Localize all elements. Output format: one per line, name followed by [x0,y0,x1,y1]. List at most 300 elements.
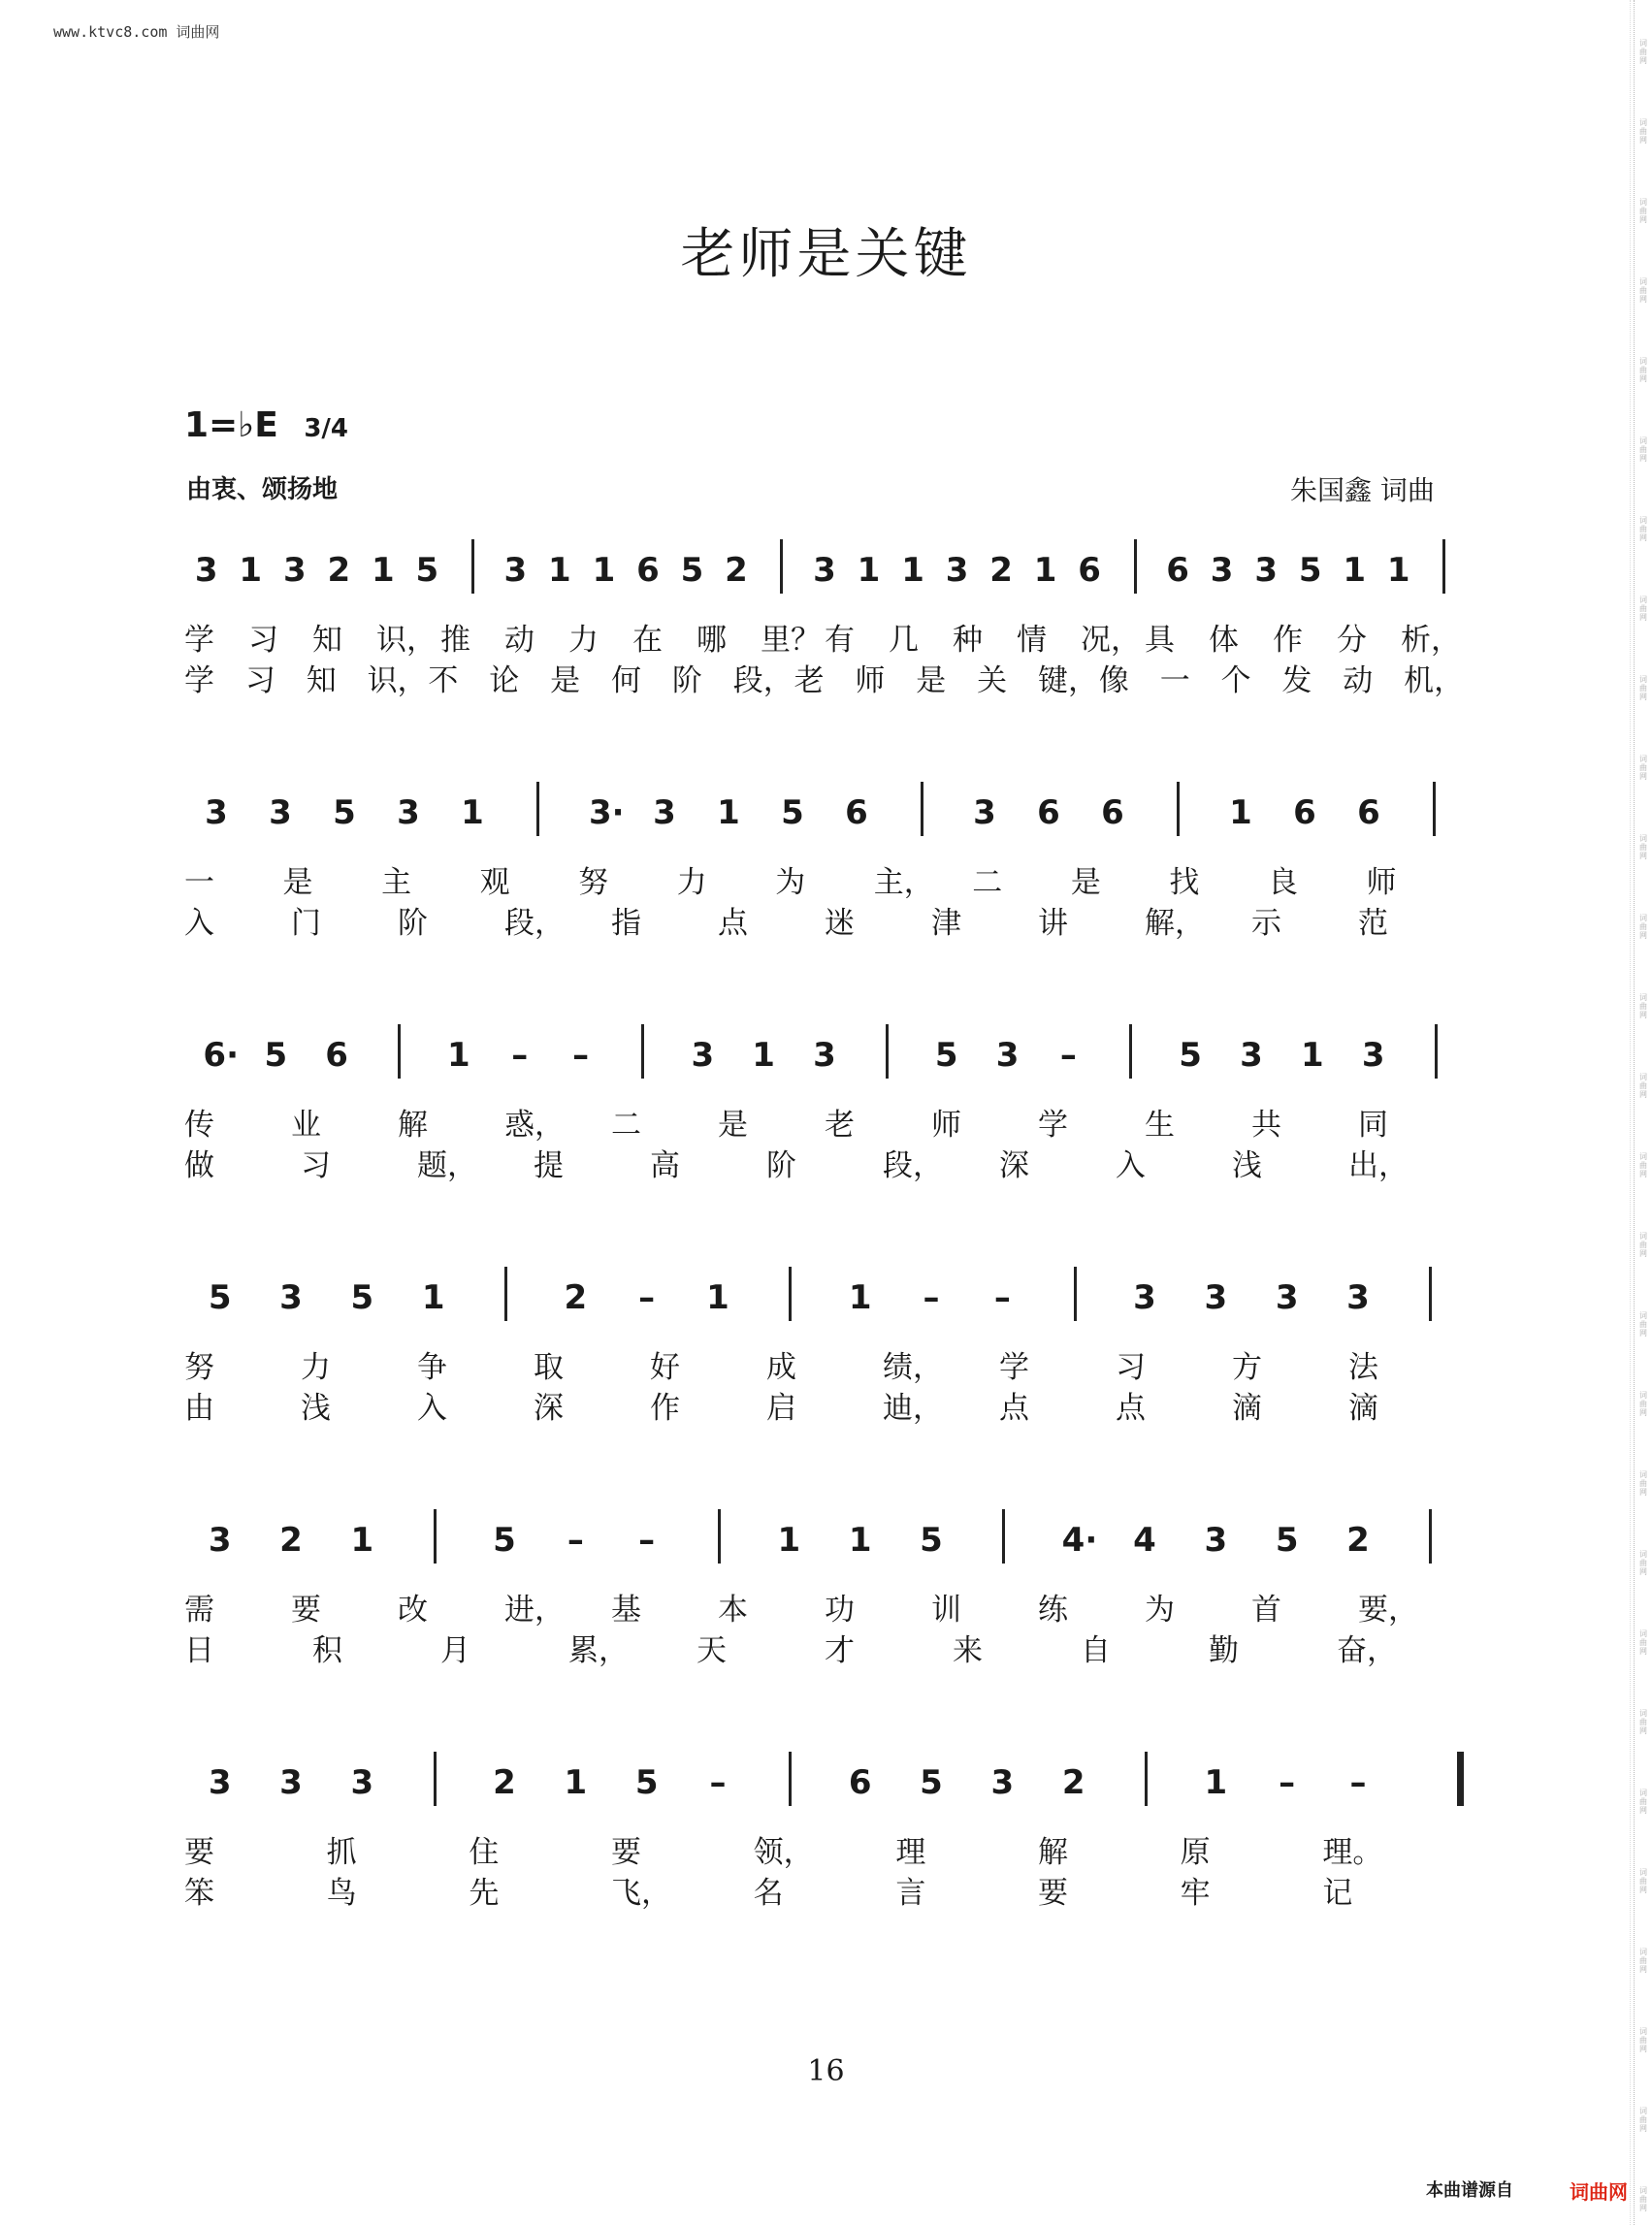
lyric-syllable: 观 [479,865,510,900]
note: 3 [282,551,307,590]
note: 1 [1229,793,1252,832]
note: 6 [848,1763,872,1802]
barline [434,1509,437,1564]
side-watermark: 词 曲 网 [1639,1550,1647,1576]
lyric-syllable: 好 [650,1350,680,1385]
note: 3 [995,1036,1020,1075]
lyric-syllable: 名 [753,1876,784,1911]
note: 6 [1293,793,1316,832]
note-line [184,1521,1465,1579]
barline [1002,1509,1005,1564]
lyric-syllable: 努 [578,865,609,900]
note: 5 [680,551,704,590]
note: 1 [447,1036,470,1075]
lyric-syllable: 勤 [1209,1633,1239,1668]
lyric-syllable: 理。 [1322,1835,1383,1870]
note: 6 [1166,551,1189,590]
lyric-syllable: 主 [381,865,412,900]
lyric-syllable: 是 [916,663,947,698]
page-border-inner [1630,0,1631,2225]
side-watermark: 词 曲 网 [1639,1709,1647,1735]
lyric-syllable: 里？ [761,623,821,658]
side-watermark: 词 曲 网 [1639,1311,1647,1338]
song-title: 老师是关键 [680,223,972,286]
lyric-syllable: 学 [999,1350,1029,1385]
lyric-syllable: 段， [883,1148,943,1183]
note: 5 [934,1036,958,1075]
barline [434,1752,437,1806]
side-watermark: 词 曲 网 [1639,1073,1647,1099]
barline [789,1267,792,1321]
lyric-syllable: 是 [550,663,581,698]
lyric-syllable: 习 [301,1148,331,1183]
note: 3 [397,793,420,832]
lyric-syllable: 记 [1322,1876,1353,1911]
side-watermark: 词 曲 网 [1639,1470,1647,1497]
note: 4 [1133,1521,1156,1560]
note: 5 [1298,551,1322,590]
lyric-syllable: 在 [632,623,663,658]
lyric-syllable: 师 [1366,865,1397,900]
footer-site-logo[interactable]: 词曲网 [1570,2180,1628,2204]
lyric-syllable: 有 [825,623,855,658]
lyric-syllable: 况， [1081,623,1141,658]
lyric-syllable: 点 [718,906,748,941]
lyric-syllable: 阶 [766,1148,796,1183]
lyric-syllable: 要， [1358,1593,1418,1628]
note: 5 [415,551,439,590]
lyric-syllable: 要 [611,1835,641,1870]
lyric-syllable: 动 [504,623,534,658]
note: 2 [279,1521,303,1560]
lyric-syllable: 解 [398,1108,428,1143]
barline [1074,1267,1077,1321]
side-watermark: 词 曲 网 [1639,2027,1647,2053]
lyric-syllable: 出， [1348,1148,1409,1183]
note: 1 [350,1521,374,1560]
lyric-syllable: 牢 [1180,1876,1211,1911]
lyric-syllable: 要 [291,1593,321,1628]
lyric-syllable: 才 [825,1633,855,1668]
lyric-syllable: 领， [753,1835,814,1870]
barline [718,1509,721,1564]
lyric-syllable: 要 [1038,1876,1068,1911]
note: 5 [333,793,356,832]
note: 4· [1061,1521,1098,1560]
barline [471,539,474,594]
dash-sustain: – [709,1763,727,1802]
lyric-syllable: 段， [732,663,794,698]
note: 1 [752,1036,775,1075]
lyric-syllable: 自 [1081,1633,1111,1668]
note: 3 [1210,551,1234,590]
note: 3 [269,793,292,832]
note: 3 [1254,551,1278,590]
lyric-syllable: 力 [568,623,599,658]
lyric-syllable: 理 [895,1835,926,1870]
lyric-syllable: 点 [999,1391,1029,1426]
side-watermark: 词 曲 网 [1639,118,1647,145]
lyric-syllable: 种 [953,623,983,658]
lyric-syllable: 滴 [1348,1391,1378,1426]
lyric-syllable: 抓 [326,1835,357,1870]
side-watermark: 词 曲 网 [1639,357,1647,383]
note-line [184,1036,1465,1094]
barline [398,1024,401,1079]
side-watermark: 词 曲 网 [1639,1948,1647,1974]
note: 1 [1343,551,1367,590]
lyric-syllable: 言 [895,1876,926,1911]
lyric-syllable: 力 [676,865,707,900]
note: 1 [1301,1036,1324,1075]
note: 5 [920,1521,943,1560]
dash-sustain: – [923,1278,940,1317]
note: 3 [194,551,218,590]
note: 5 [920,1763,943,1802]
note: 1 [461,793,484,832]
barline [1145,1752,1148,1806]
side-watermark: 词 曲 网 [1639,277,1647,304]
barline [641,1024,644,1079]
barline [886,1024,889,1079]
note: 1 [777,1521,801,1560]
lyric-syllable: 改 [398,1593,428,1628]
site-url[interactable]: www.ktvc8.com 词曲网 [53,23,220,41]
side-watermark: 词 曲 网 [1639,198,1647,224]
lyric-syllable: 几 [889,623,919,658]
barline [1429,1509,1432,1564]
lyric-syllable: 论 [489,663,520,698]
lyric-syllable: 一 [184,865,214,900]
lyric-syllable: 累， [568,1633,629,1668]
lyric-syllable: 发 [1281,663,1312,698]
lyric-syllable: 识， [376,623,437,658]
lyric-syllable: 迪， [883,1391,943,1426]
lyric-syllable: 由 [184,1391,214,1426]
lyric-syllable: 练 [1038,1593,1068,1628]
lyric-syllable: 二 [611,1108,641,1143]
lyric-syllable: 学 [184,663,214,698]
dash-sustain: – [638,1521,656,1560]
note: 5 [264,1036,288,1075]
side-watermark: 词 曲 网 [1639,1391,1647,1417]
note: 2 [327,551,351,590]
page-border [1634,0,1635,2225]
lyric-syllable: 师 [855,663,886,698]
lyric-syllable: 段， [504,906,565,941]
note: 3 [279,1763,303,1802]
note: 2 [989,551,1013,590]
lyric-syllable: 习 [248,623,278,658]
side-watermark: 词 曲 网 [1639,1152,1647,1178]
note: 3 [1361,1036,1385,1075]
lyric-syllable: 深 [999,1148,1029,1183]
note: 2 [564,1278,588,1317]
lyric-syllable: 老 [794,663,825,698]
note: 5 [1179,1036,1202,1075]
note: 3 [208,1521,232,1560]
lyric-syllable: 不 [428,663,459,698]
lyric-syllable: 作 [1273,623,1303,658]
side-watermark: 词 曲 网 [1639,516,1647,542]
side-watermark: 词 曲 网 [1639,1789,1647,1815]
note-line [184,793,1465,852]
barline [789,1752,792,1806]
lyric-syllable: 具 [1145,623,1175,658]
lyric-syllable: 机， [1404,663,1465,698]
lyric-syllable: 滴 [1232,1391,1262,1426]
barline [1435,1024,1438,1079]
side-watermark: 词 曲 网 [1639,755,1647,781]
note: 1 [1033,551,1057,590]
barline [536,782,539,836]
lyric-syllable: 飞， [611,1876,671,1911]
note: 3 [279,1278,303,1317]
note: 2 [725,551,748,590]
note: 6 [1357,793,1380,832]
lyric-syllable: 做 [184,1148,214,1183]
note: 2 [493,1763,516,1802]
note: 2 [1346,1521,1370,1560]
lyric-syllable: 业 [291,1108,321,1143]
lyric-syllable: 知 [306,663,337,698]
lyric-syllable: 法 [1348,1350,1378,1385]
lyric-syllable: 识， [367,663,428,698]
final-barline [1457,1752,1464,1806]
lyric-syllable: 启 [766,1391,796,1426]
footer-source-label: 本曲谱源自 [1426,2180,1513,2201]
note: 6 [845,793,868,832]
note: 5 [781,793,804,832]
note: 3 [813,1036,836,1075]
lyric-syllable: 良 [1267,865,1298,900]
lyric-syllable: 争 [417,1350,447,1385]
barline [1129,1024,1132,1079]
lyric-syllable: 为 [1145,1593,1175,1628]
lyric-syllable: 个 [1220,663,1251,698]
dash-sustain: – [511,1036,529,1075]
note: 1 [717,793,740,832]
note: 3 [653,793,676,832]
dash-sustain: – [1059,1036,1077,1075]
side-watermark: 词 曲 网 [1639,2107,1647,2133]
note: 6 [1037,793,1060,832]
note: 3 [1204,1278,1228,1317]
note: 1 [1204,1763,1228,1802]
lyric-syllable: 浅 [1232,1148,1262,1183]
note: 6 [1078,551,1101,590]
lyric-syllable: 解 [1038,1835,1068,1870]
lyric-syllable: 阶 [398,906,428,941]
note: 3 [1204,1521,1228,1560]
lyric-syllable: 深 [534,1391,564,1426]
key-label: 1=♭E [184,405,278,445]
note: 1 [371,551,395,590]
lyric-syllable: 找 [1169,865,1200,900]
lyric-syllable: 键， [1038,663,1098,698]
lyric-syllable: 析， [1401,623,1461,658]
note: 5 [350,1278,374,1317]
lyric-syllable: 原 [1180,1835,1211,1870]
barline [1429,1267,1432,1321]
note-line [184,1278,1465,1337]
lyric-syllable: 来 [953,1633,983,1668]
note: 3 [691,1036,715,1075]
lyric-syllable: 传 [184,1108,214,1143]
lyric-syllable: 二 [972,865,1003,900]
lyric-syllable: 关 [977,663,1008,698]
lyric-syllable: 要 [184,1835,214,1870]
tempo-marking: 由衷、颂扬地 [186,475,339,504]
lyric-syllable: 范 [1358,906,1388,941]
lyric-syllable: 绩， [883,1350,943,1385]
lyric-syllable: 指 [611,906,641,941]
lyric-syllable: 像 [1098,663,1129,698]
note: 1 [848,1521,872,1560]
lyric-syllable: 进， [504,1593,565,1628]
lyric-syllable: 习 [1116,1350,1146,1385]
lyric-syllable: 同 [1358,1108,1388,1143]
lyric-syllable: 入 [417,1391,447,1426]
lyric-syllable: 提 [534,1148,564,1183]
note-line [184,1763,1465,1822]
lyric-syllable: 天 [696,1633,727,1668]
note: 1 [548,551,571,590]
key-signature [184,405,348,445]
note: 3 [1133,1278,1156,1317]
side-watermark: 词 曲 网 [1639,1232,1647,1258]
lyric-syllable: 积 [312,1633,342,1668]
lyric-syllable: 是 [282,865,313,900]
lyric-syllable: 习 [244,663,275,698]
note: 3 [503,551,528,590]
note: 3 [990,1763,1015,1802]
lyric-syllable: 学 [1038,1108,1068,1143]
lyric-syllable: 日 [184,1633,214,1668]
lyric-syllable: 功 [825,1593,855,1628]
note: 6 [1101,793,1124,832]
note: 6 [636,551,660,590]
note: 1 [901,551,924,590]
side-watermark: 词 曲 网 [1639,39,1647,65]
side-watermark: 词 曲 网 [1639,596,1647,622]
note: 5 [208,1278,232,1317]
note-line [184,551,1465,609]
note: 3 [973,793,996,832]
note: 3 [1240,1036,1263,1075]
lyric-syllable: 高 [650,1148,680,1183]
lyric-syllable: 奋， [1337,1633,1397,1668]
dash-sustain: – [572,1036,590,1075]
note: 1 [857,551,881,590]
lyric-syllable: 老 [825,1108,855,1143]
barline [1177,782,1180,836]
note: 1 [592,551,616,590]
lyric-syllable: 需 [184,1593,214,1628]
lyric-syllable: 入 [1116,1148,1146,1183]
lyric-syllable: 何 [611,663,641,698]
lyric-syllable: 为 [775,865,806,900]
dash-sustain: – [1349,1763,1367,1802]
lyric-syllable: 学 [184,623,214,658]
note: 6· [203,1036,239,1075]
side-watermark: 词 曲 网 [1639,675,1647,701]
lyric-syllable: 题， [417,1148,477,1183]
note: 6 [325,1036,348,1075]
note: 1 [1386,551,1410,590]
lyric-syllable: 生 [1145,1108,1175,1143]
lyric-syllable: 本 [718,1593,748,1628]
lyric-syllable: 阶 [671,663,702,698]
side-watermark: 词 曲 网 [1639,436,1647,463]
side-watermark: 词 曲 网 [1639,1868,1647,1894]
barline [780,539,783,594]
dash-sustain: – [638,1278,656,1317]
lyric-syllable: 努 [184,1350,214,1385]
note: 1 [421,1278,445,1317]
side-watermark: 词 曲 网 [1639,834,1647,860]
dash-sustain: – [1279,1763,1296,1802]
barline [1134,539,1137,594]
note: 5 [1275,1521,1299,1560]
lyric-syllable: 共 [1251,1108,1281,1143]
lyric-syllable: 点 [1116,1391,1146,1426]
lyric-syllable: 分 [1337,623,1367,658]
lyric-syllable: 方 [1232,1350,1262,1385]
lyric-syllable: 入 [184,906,214,941]
side-watermark: 词 曲 网 [1639,993,1647,1019]
lyric-syllable: 哪 [696,623,727,658]
lyric-syllable: 讲 [1038,906,1068,941]
lyric-syllable: 知 [312,623,342,658]
lyric-syllable: 体 [1209,623,1239,658]
lyric-syllable: 成 [766,1350,796,1385]
author-credit: 朱国鑫 词曲 [1290,474,1435,506]
note: 3 [208,1763,232,1802]
lyric-syllable: 浅 [301,1391,331,1426]
lyric-syllable: 主， [873,865,934,900]
note: 5 [493,1521,516,1560]
lyric-syllable: 情 [1017,623,1047,658]
note: 3 [1346,1278,1370,1317]
note: 3 [350,1763,374,1802]
lyric-syllable: 师 [931,1108,961,1143]
side-watermark: 词 曲 网 [1639,914,1647,940]
lyric-syllable: 力 [301,1350,331,1385]
dash-sustain: – [993,1278,1011,1317]
side-watermark: 词 曲 网 [1639,1629,1647,1656]
note: 1 [848,1278,872,1317]
lyric-syllable: 先 [469,1876,500,1911]
lyric-syllable: 住 [469,1835,500,1870]
lyric-syllable: 是 [1070,865,1101,900]
time-signature: 3/4 [304,414,349,443]
lyric-syllable: 津 [931,906,961,941]
lyric-syllable: 惑， [504,1108,565,1143]
lyric-syllable: 基 [611,1593,641,1628]
lyric-syllable: 推 [440,623,470,658]
note: 3 [945,551,969,590]
lyric-syllable: 动 [1343,663,1374,698]
note: 3 [205,793,228,832]
lyric-syllable: 月 [440,1633,470,1668]
note: 5 [634,1763,659,1802]
lyric-syllable: 门 [291,906,321,941]
barline [504,1267,507,1321]
barline [921,782,923,836]
note: 1 [239,551,263,590]
lyric-syllable: 取 [534,1350,564,1385]
